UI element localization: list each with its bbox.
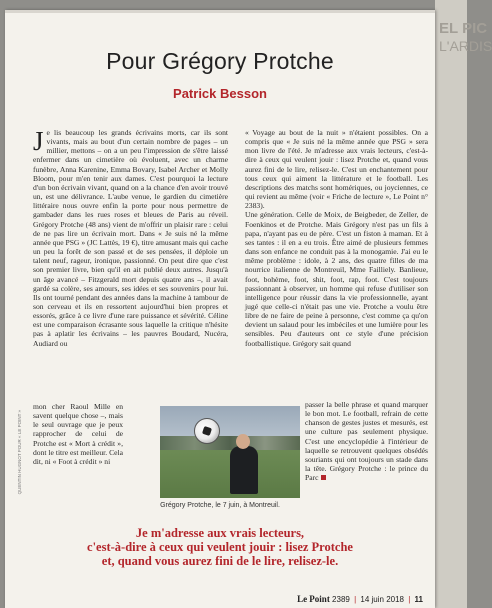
football-icon — [194, 418, 220, 444]
photo-treeline — [160, 436, 300, 450]
drop-cap: J — [33, 126, 44, 156]
pull-quote-line-3: et, quand vous aurez fini de le lire, relisez-le. — [101, 554, 339, 568]
footer-separator-2: | — [408, 595, 411, 604]
photo-credit: QUENTIN HUGNOT POUR « LE POINT » — [17, 410, 22, 495]
column-left-text: e lis beaucoup les grands écrivains morts, car ils sont vivants, mais au bout d'un certain nombre de pages – un millier, mettons – on a un peu l'impression de s'être laissé enfermer dans un cimetière où évoluent, avec un charme funèbre, Anna Karenine, Emma Bovary, Isabel Archer et Molly Bloom, pour m'en tenir aux dames. C'est pourquoi la lecture d'un bon écrivain vivant, quand on a la chance d'en avoir trouvé un, est une délivrance. L'aube venue, le gardien du cimetière littéraire nous ouvre enfin la porte pour nous permettre de gambader dans les rues roses et bleues de Paris au réveil. Grégory Protche (48 ans) vient de m'offrir un plaisir rare : celui de ne pas lire un écrivain mort. Dans « Je suis né la même année que PSG » (JC Lattès, 19 €), titre amusant mais qui cache un peu la forêt de son passé et de ses pensées, il déploie un talent neuf, rageur, ironique, passionné. On peut dire que c'est son premier livre, bien qu'il en ait publié deux autres. Jusqu'à un âge avancé – Fitzgerald mort depuis quatre ans –, il avait gardé sa colère, ses amours, ses idées et ses souvenirs pour lui. Ils ont tourné pendant des années dans la machine à tambour de son cerveau et ils en ressortent aujourd'hui bien propres et essorés, grâce à ce livre d'une rare puissance et sévérité. Céline est une comparaison écrasante sous laquelle la critique n'hésite pas à aplatir les écrivains – les pauvres Boudard, Nucéra, Audiard ou — [33, 128, 228, 348]
column-right-wrap-text: passer la belle phrase et quand marquer le bon mot. Le football, refrain de cette chanson de gestes justes et mesurés, est une culture pas seulement physique. C'est une encyclopédie à l'intérieur de laquelle se retrouvent quelques obsédés souriants qui ont toujours un stade dans la tête. Grégory Protche : le prince du Parc — [305, 400, 428, 483]
adjacent-page-ghost-text-2: L'ARDIS — [439, 38, 492, 54]
pull-quote-line-1: Je m'adresse aux vrais lecteurs, — [135, 526, 305, 540]
magazine-page — [5, 10, 435, 608]
photo-caption: Grégory Protche, le 7 juin, à Montreuil. — [160, 502, 280, 509]
column-right-paragraph-1: « Voyage au bout de la nuit » n'étaient possibles. On a compris que « Je suis né la même année que PSG » sera mon livre de l'été. Je m'adresse aux vrais lecteurs, c'est-à-dire à ceux qui veulent jouir : lisez Protche et, quand vous aurez fini de le lire, relisez-le. C'est un enchantement pour tous ceux qui aiment la littérature et le football. Les descriptions des matchs sont homériques, ou joyciennes, ce qui revient au même (voir « Friche de lecture », Le Point n° 2383). — [245, 128, 428, 211]
page-footer — [297, 594, 423, 604]
pull-quote-line-2: c'est-à-dire à ceux qui veulent jouir : lisez Protche — [87, 540, 353, 554]
column-right — [245, 128, 428, 348]
page-number: 11 — [414, 595, 423, 604]
adjacent-page-ghost-text: EL PIC — [439, 20, 488, 37]
pull-quote — [45, 526, 395, 568]
adjacent-page-edge — [435, 0, 492, 608]
magazine-brand: Le Point — [297, 594, 330, 604]
column-left-wrap-text: mon cher Raoul Mille en savent quelque chose –, mais le seul ouvrage que je peux rapprocher de celui de Protche est « Mort à crédit », dont le titre est meilleur. Cela dit, ni « Foot à crédit » ni — [33, 402, 123, 466]
column-right-paragraph-2: Une génération. Celle de Moix, de Beigbeder, de Zeller, de Foenkinos et de Protche. Mais Grégory n'est pas un fils à papa, n'ayant pas eu de père. C'est un fiston à maman. Et à ses tantes : il en a eu trois. Être aimé de plusieurs femmes dans son enfance ne conduit pas à la monogamie. J'ai eu le même problème : idole, à 2 ans, des quatre filles de ma nourrice italienne de Montreuil, Mme Failliely. Banlieue, foot, bohème, foot, shit, foot, rap, foot. C'est toujours passionnant à observer, un homme qui refuse d'utiliser son intelligence pour réussir dans la vie professionnelle, ayant jugé que celle-ci n'était pas une vie. Protche a voulu être libre de ne faire de peine à personne, c'est comme ça qu'on devient un salaud pour les imbéciles et une lumière pour les sensibles. Peu d'auteurs ont ce style d'une précision footballistique. Grégory sait quand — [245, 210, 428, 348]
top-rule — [5, 10, 435, 13]
issue-date: 14 juin 2018 — [360, 595, 404, 604]
issue-number: 2389 — [332, 595, 350, 604]
author-photo — [160, 406, 300, 498]
footer-separator: | — [354, 595, 357, 604]
column-left — [33, 128, 228, 348]
article-title: Pour Grégory Protche — [106, 48, 334, 74]
column-right-wrap — [305, 400, 428, 482]
photo-person-head — [236, 434, 250, 449]
photo-person — [230, 446, 258, 494]
end-mark-icon — [321, 475, 326, 480]
article-author: Patrick Besson — [173, 86, 267, 101]
